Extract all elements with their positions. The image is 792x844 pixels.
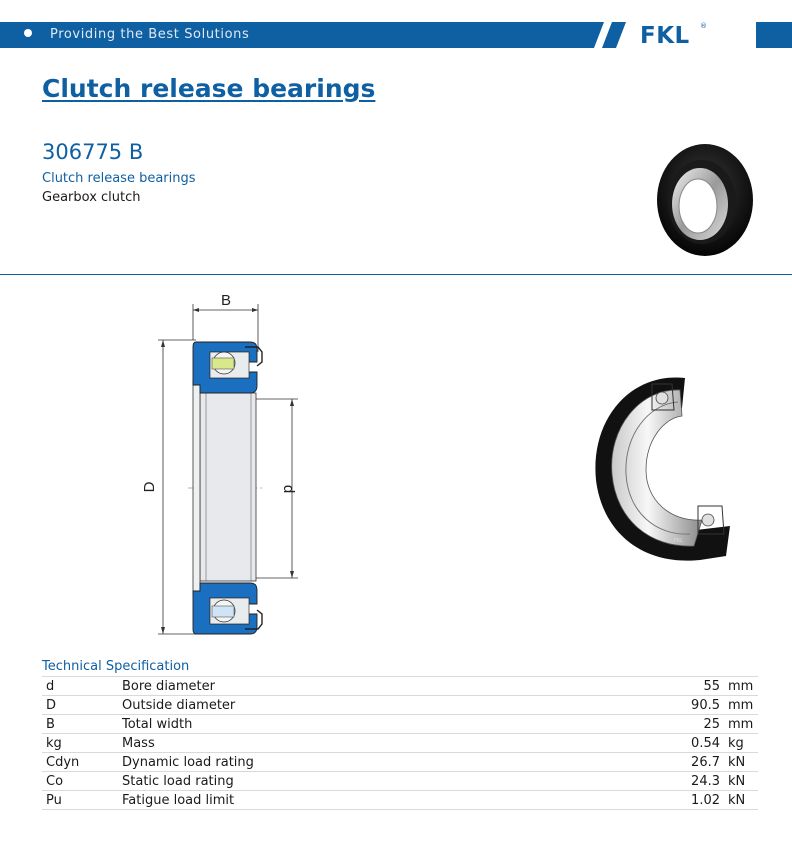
spec-unit: mm	[728, 696, 758, 715]
spec-symbol: Pu	[42, 791, 122, 810]
drawing-label-outer-d: D	[141, 481, 158, 493]
spec-description: Fatigue load limit	[122, 791, 592, 810]
spec-value: 90.5	[592, 696, 728, 715]
drawing-label-b: B	[220, 292, 232, 309]
spec-description: Outside diameter	[122, 696, 592, 715]
spec-symbol: d	[42, 677, 122, 696]
spec-description: Dynamic load rating	[122, 753, 592, 772]
spec-symbol: D	[42, 696, 122, 715]
brand-logo-icon	[0, 22, 40, 44]
spec-value: 1.02	[592, 791, 728, 810]
spec-row	[42, 715, 758, 734]
spec-table	[42, 676, 758, 810]
header-bar	[0, 22, 792, 48]
brand-logo: FKL	[640, 23, 690, 49]
spec-description: Static load rating	[122, 772, 592, 791]
spec-symbol: B	[42, 715, 122, 734]
spec-row	[42, 791, 758, 810]
spec-unit: kN	[728, 753, 758, 772]
spec-symbol: kg	[42, 734, 122, 753]
spec-value: 25	[592, 715, 728, 734]
spec-unit: kg	[728, 734, 758, 753]
bearing-photo-icon	[650, 140, 760, 260]
photo-marking: FKL	[674, 538, 683, 544]
spec-unit: mm	[728, 677, 758, 696]
spec-row	[42, 696, 758, 715]
bearing-cutaway-photo-icon	[590, 370, 740, 566]
brand-registered-mark: ®	[700, 22, 707, 30]
spec-description: Mass	[122, 734, 592, 753]
product-application: Gearbox clutch	[42, 190, 141, 205]
spec-unit: mm	[728, 715, 758, 734]
spec-value: 55	[592, 677, 728, 696]
spec-value: 0.54	[592, 734, 728, 753]
spec-unit: kN	[728, 791, 758, 810]
section-divider	[0, 274, 792, 275]
spec-row	[42, 677, 758, 696]
spec-row	[42, 772, 758, 791]
spec-title: Technical Specification	[42, 659, 190, 674]
spec-symbol: Co	[42, 772, 122, 791]
spec-description: Total width	[122, 715, 592, 734]
page-title: Clutch release bearings	[42, 74, 376, 103]
spec-symbol: Cdyn	[42, 753, 122, 772]
spec-unit: kN	[728, 772, 758, 791]
spec-row	[42, 734, 758, 753]
spec-row	[42, 753, 758, 772]
product-category: Clutch release bearings	[42, 171, 196, 186]
spec-value: 26.7	[592, 753, 728, 772]
bearing-drawing	[140, 288, 320, 640]
drawing-label-bore-d: d	[280, 484, 297, 494]
header-tagline: Providing the Best Solutions	[50, 27, 250, 42]
spec-value: 24.3	[592, 772, 728, 791]
spec-description: Bore diameter	[122, 677, 592, 696]
part-number: 306775 B	[42, 140, 144, 164]
